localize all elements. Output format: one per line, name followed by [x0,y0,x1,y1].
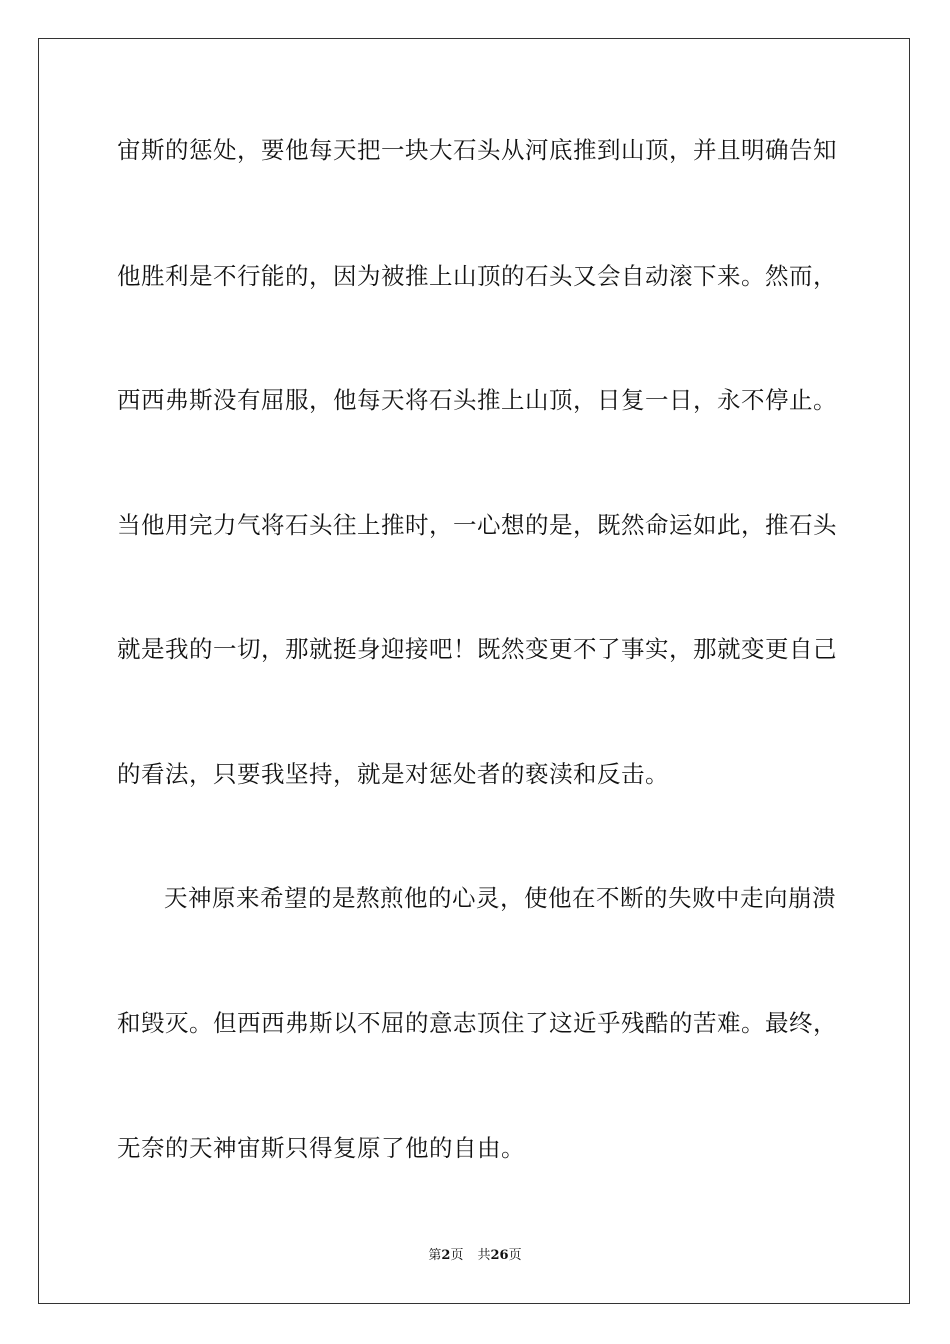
text-line-3: 西西弗斯没有屈服，他每天将石头推上山顶，日复一日，永不停止。 [117,386,837,414]
page-suffix: 页 [450,1248,464,1263]
text-line-4: 当他用完力气将石头往上推时，一心想的是，既然命运如此，推石头 [117,511,837,539]
text-line-9: 无奈的天神宙斯只得复原了他的自由。 [117,1134,525,1162]
text-line-6: 的看法，只要我坚持，就是对惩处者的亵渎和反击。 [117,760,669,788]
text-line-8: 和毁灭。但西西弗斯以不屈的意志顶住了这近乎残酷的苦难。最终， [117,1009,837,1037]
page-number: 2 [441,1248,451,1263]
total-pages: 26 [490,1248,509,1263]
page-border [38,38,910,1304]
text-line-1: 宙斯的惩处，要他每天把一块大石头从河底推到山顶，并且明确告知 [117,136,837,164]
page-prefix: 第 [428,1248,442,1263]
total-suffix: 页 [508,1248,522,1263]
page-footer [0,1247,950,1265]
total-prefix: 共 [477,1248,491,1263]
text-line-5: 就是我的一切，那就挺身迎接吧！既然变更不了事实，那就变更自己 [117,635,837,663]
text-line-2: 他胜利是不行能的，因为被推上山顶的石头又会自动滚下来。然而， [117,262,837,290]
paragraph-start-line: 天神原来希望的是熬煎他的心灵，使他在不断的失败中走向崩溃 [164,884,836,912]
